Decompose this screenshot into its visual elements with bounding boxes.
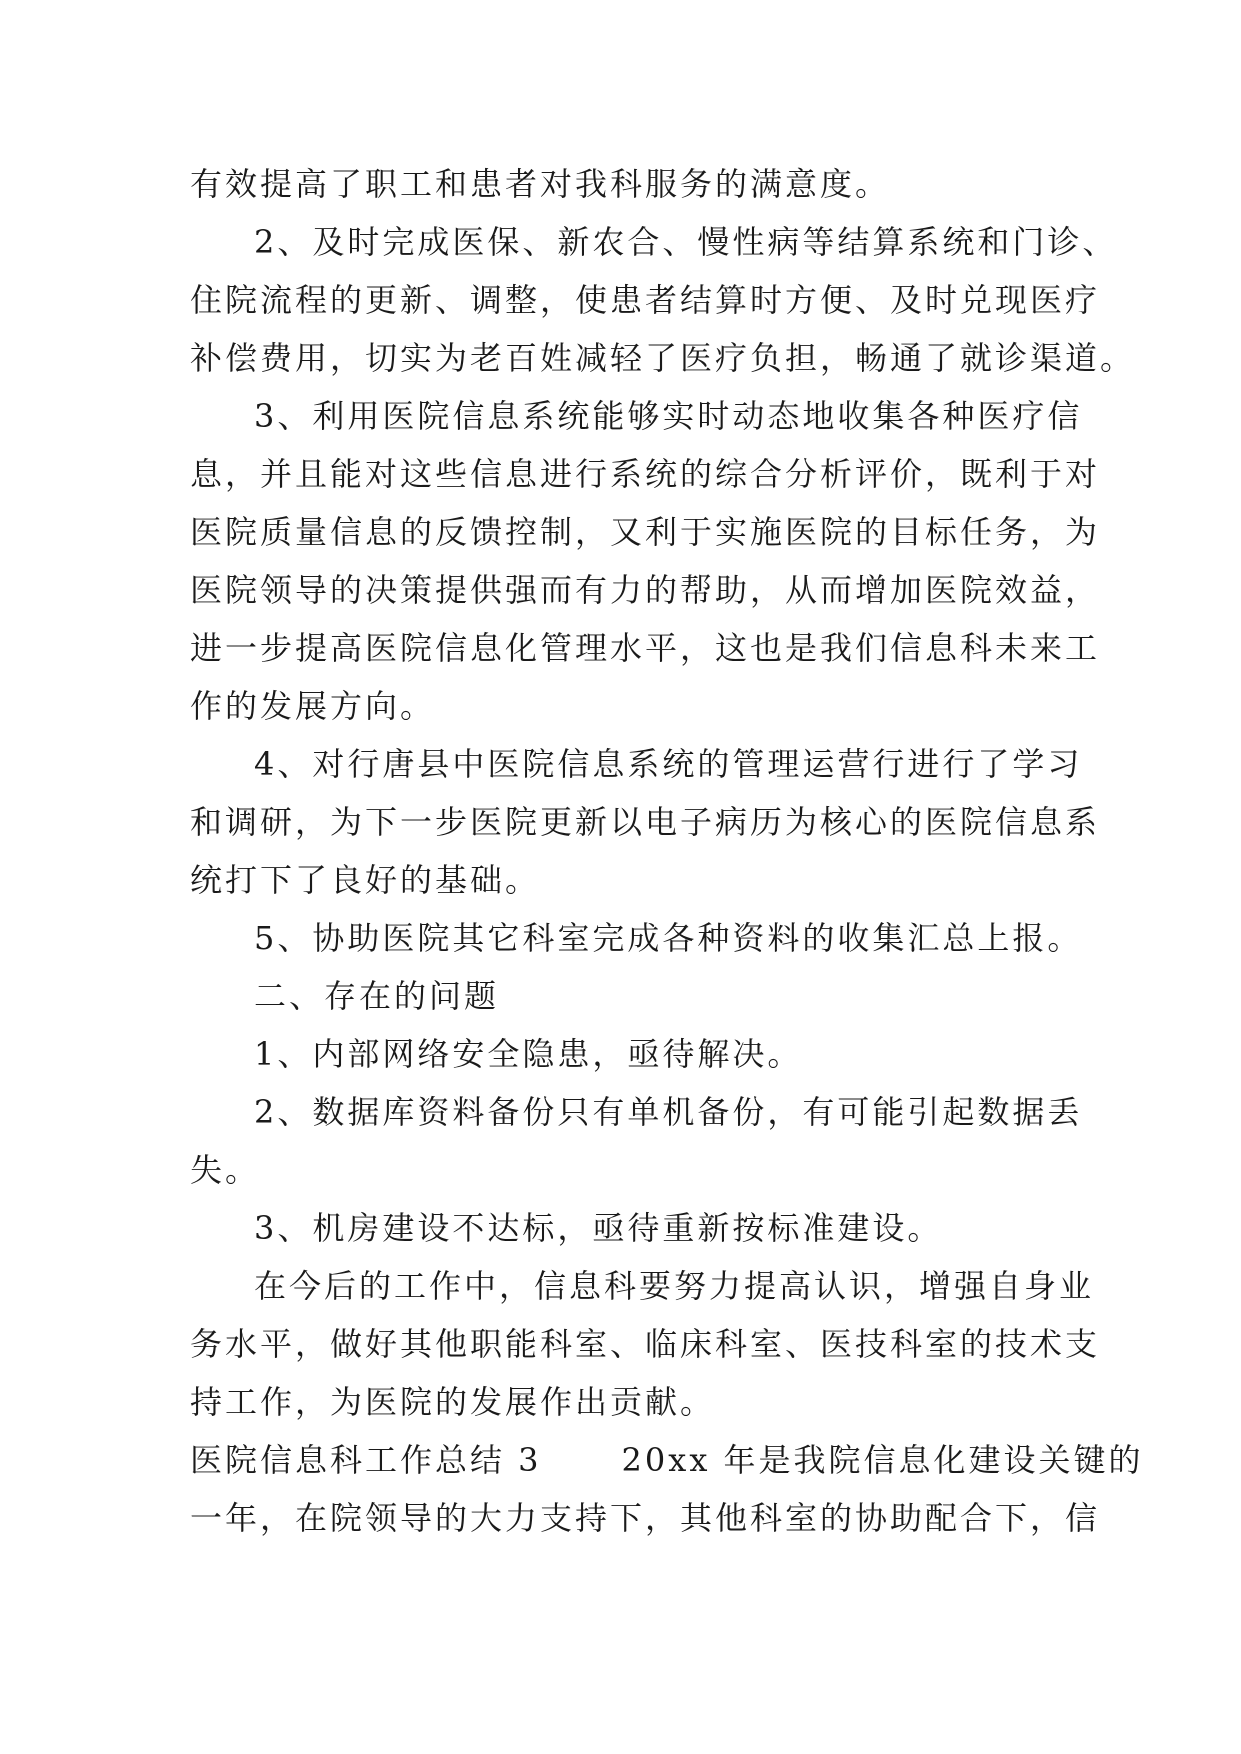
text-line: 有效提高了职工和患者对我科服务的满意度。 (190, 165, 891, 203)
text-line: 息，并且能对这些信息进行系统的综合分析评价，既利于对 (190, 455, 1101, 493)
section-heading: 二、存在的问题 (254, 977, 500, 1015)
text-line: 2、数据库资料备份只有单机备份，有可能引起数据丢 (254, 1093, 1083, 1131)
text-line: 和调研，为下一步医院更新以电子病历为核心的医院信息系 (190, 803, 1101, 841)
text-line: 3、机房建设不达标，亟待重新按标准建设。 (254, 1209, 943, 1247)
text-line: 医院领导的决策提供强而有力的帮助，从而增加医院效益， (190, 571, 1101, 609)
section-title-line (0, 1431, 1241, 1489)
text-line: 3、利用医院信息系统能够实时动态地收集各种医疗信 (254, 397, 1083, 435)
section-lead-text: 20xx 年是我院信息化建设关键的 (621, 1441, 1144, 1479)
text-line: 进一步提高医院信息化管理水平，这也是我们信息科未来工 (190, 629, 1101, 667)
text-line: 补偿费用，切实为老百姓减轻了医疗负担，畅通了就诊渠道。 (190, 339, 1136, 377)
text-line: 医院质量信息的反馈控制，又利于实施医院的目标任务，为 (190, 513, 1101, 551)
text-line: 2、及时完成医保、新农合、慢性病等结算系统和门诊、 (254, 223, 1118, 261)
text-line: 1、内部网络安全隐患，亟待解决。 (254, 1035, 803, 1073)
text-line: 4、对行唐县中医院信息系统的管理运营行进行了学习 (254, 745, 1083, 783)
text-line: 住院流程的更新、调整，使患者结算时方便、及时兑现医疗 (190, 281, 1101, 319)
text-line: 失。 (190, 1151, 261, 1189)
text-line: 一年，在院领导的大力支持下，其他科室的协助配合下，信 (190, 1499, 1101, 1537)
text-line: 持工作，为医院的发展作出贡献。 (190, 1383, 716, 1421)
section-title: 医院信息科工作总结 3 (190, 1441, 542, 1479)
text-line: 在今后的工作中，信息科要努力提高认识，增强自身业 (254, 1267, 1095, 1305)
text-line: 5、协助医院其它科室完成各种资料的收集汇总上报。 (254, 919, 1083, 957)
text-line: 作的发展方向。 (190, 687, 436, 725)
text-line: 统打下了良好的基础。 (190, 861, 541, 899)
text-line: 务水平，做好其他职能科室、临床科室、医技科室的技术支 (190, 1325, 1101, 1363)
